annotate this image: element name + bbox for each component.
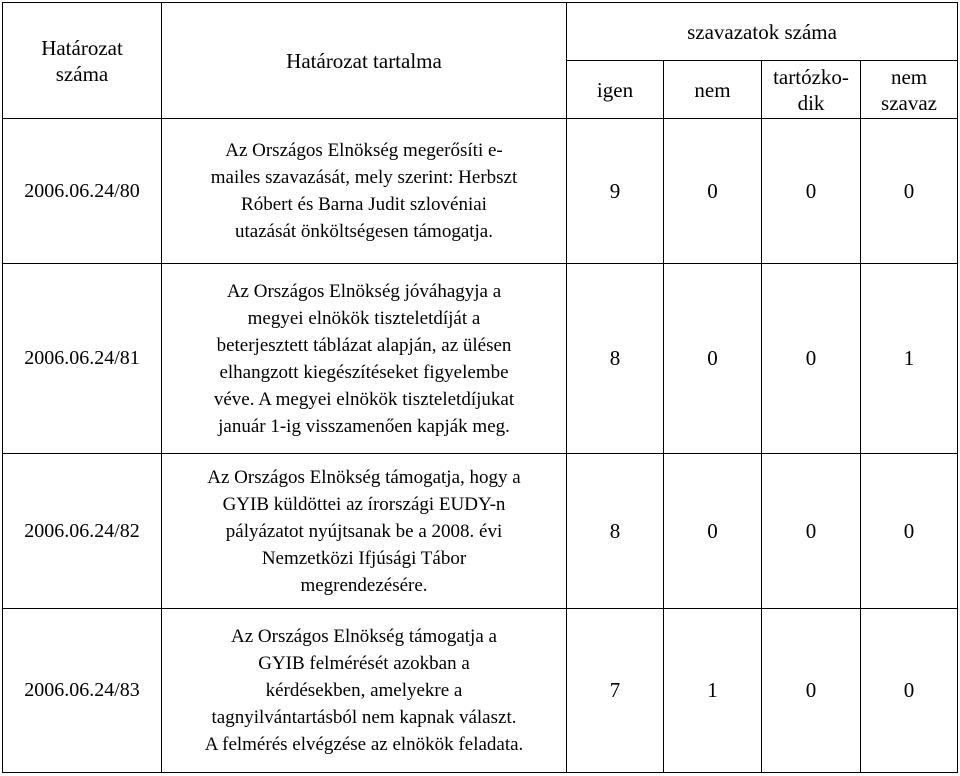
header-abstain: tartózko- dik — [762, 61, 861, 119]
header-resolution-number: Határozat száma — [3, 3, 162, 119]
resolutions-table — [2, 2, 958, 773]
table-row — [3, 119, 958, 264]
resolution-id: 2006.06.24/83 — [3, 609, 162, 773]
table-row — [3, 454, 958, 609]
vote-no: 1 — [664, 609, 762, 773]
vote-yes: 8 — [567, 454, 664, 609]
vote-no: 0 — [664, 454, 762, 609]
header-no-vote: nem szavaz — [861, 61, 958, 119]
header-yes: igen — [567, 61, 664, 119]
vote-yes: 8 — [567, 264, 664, 454]
vote-no: 0 — [664, 264, 762, 454]
header-no: nem — [664, 61, 762, 119]
vote-yes: 7 — [567, 609, 664, 773]
vote-abstain: 0 — [762, 264, 861, 454]
table-row — [3, 264, 958, 454]
vote-no-vote: 1 — [861, 264, 958, 454]
vote-no-vote: 0 — [861, 119, 958, 264]
vote-abstain: 0 — [762, 609, 861, 773]
vote-no-vote: 0 — [861, 609, 958, 773]
resolution-text: Az Országos Elnökség jóváhagyja a megyei elnökök tiszteletdíját a beterjesztett táblázat alapján, az ülésen elhangzott kiegészítéseket figyelembe véve. A megyei elnökök tiszteletdíjukat január 1-ig visszamenően kapják meg. — [162, 264, 567, 454]
resolution-id: 2006.06.24/82 — [3, 454, 162, 609]
vote-abstain: 0 — [762, 119, 861, 264]
table-row — [3, 609, 958, 773]
header-vote-count: szavazatok száma — [567, 3, 958, 61]
resolution-text: Az Országos Elnökség támogatja a GYIB felmérését azokban a kérdésekben, amelyekre a tagnyilvántartásból nem kapnak választ. A felmérés elvégzése az elnökök feladata. — [162, 609, 567, 773]
vote-abstain: 0 — [762, 454, 861, 609]
resolution-id: 2006.06.24/81 — [3, 264, 162, 454]
resolution-text: Az Országos Elnökség támogatja, hogy a GYIB küldöttei az írországi EUDY-n pályázatot nyújtsanak be a 2008. évi Nemzetközi Ifjúsági Tábor megrendezésére. — [162, 454, 567, 609]
header-resolution-content: Határozat tartalma — [162, 3, 567, 119]
vote-no-vote: 0 — [861, 454, 958, 609]
vote-no: 0 — [664, 119, 762, 264]
resolution-text: Az Országos Elnökség megerősíti e- mailes szavazását, mely szerint: Herbszt Róbert és Barna Judit szlovéniai utazását önköltségesen támogatja. — [162, 119, 567, 264]
vote-yes: 9 — [567, 119, 664, 264]
resolution-id: 2006.06.24/80 — [3, 119, 162, 264]
